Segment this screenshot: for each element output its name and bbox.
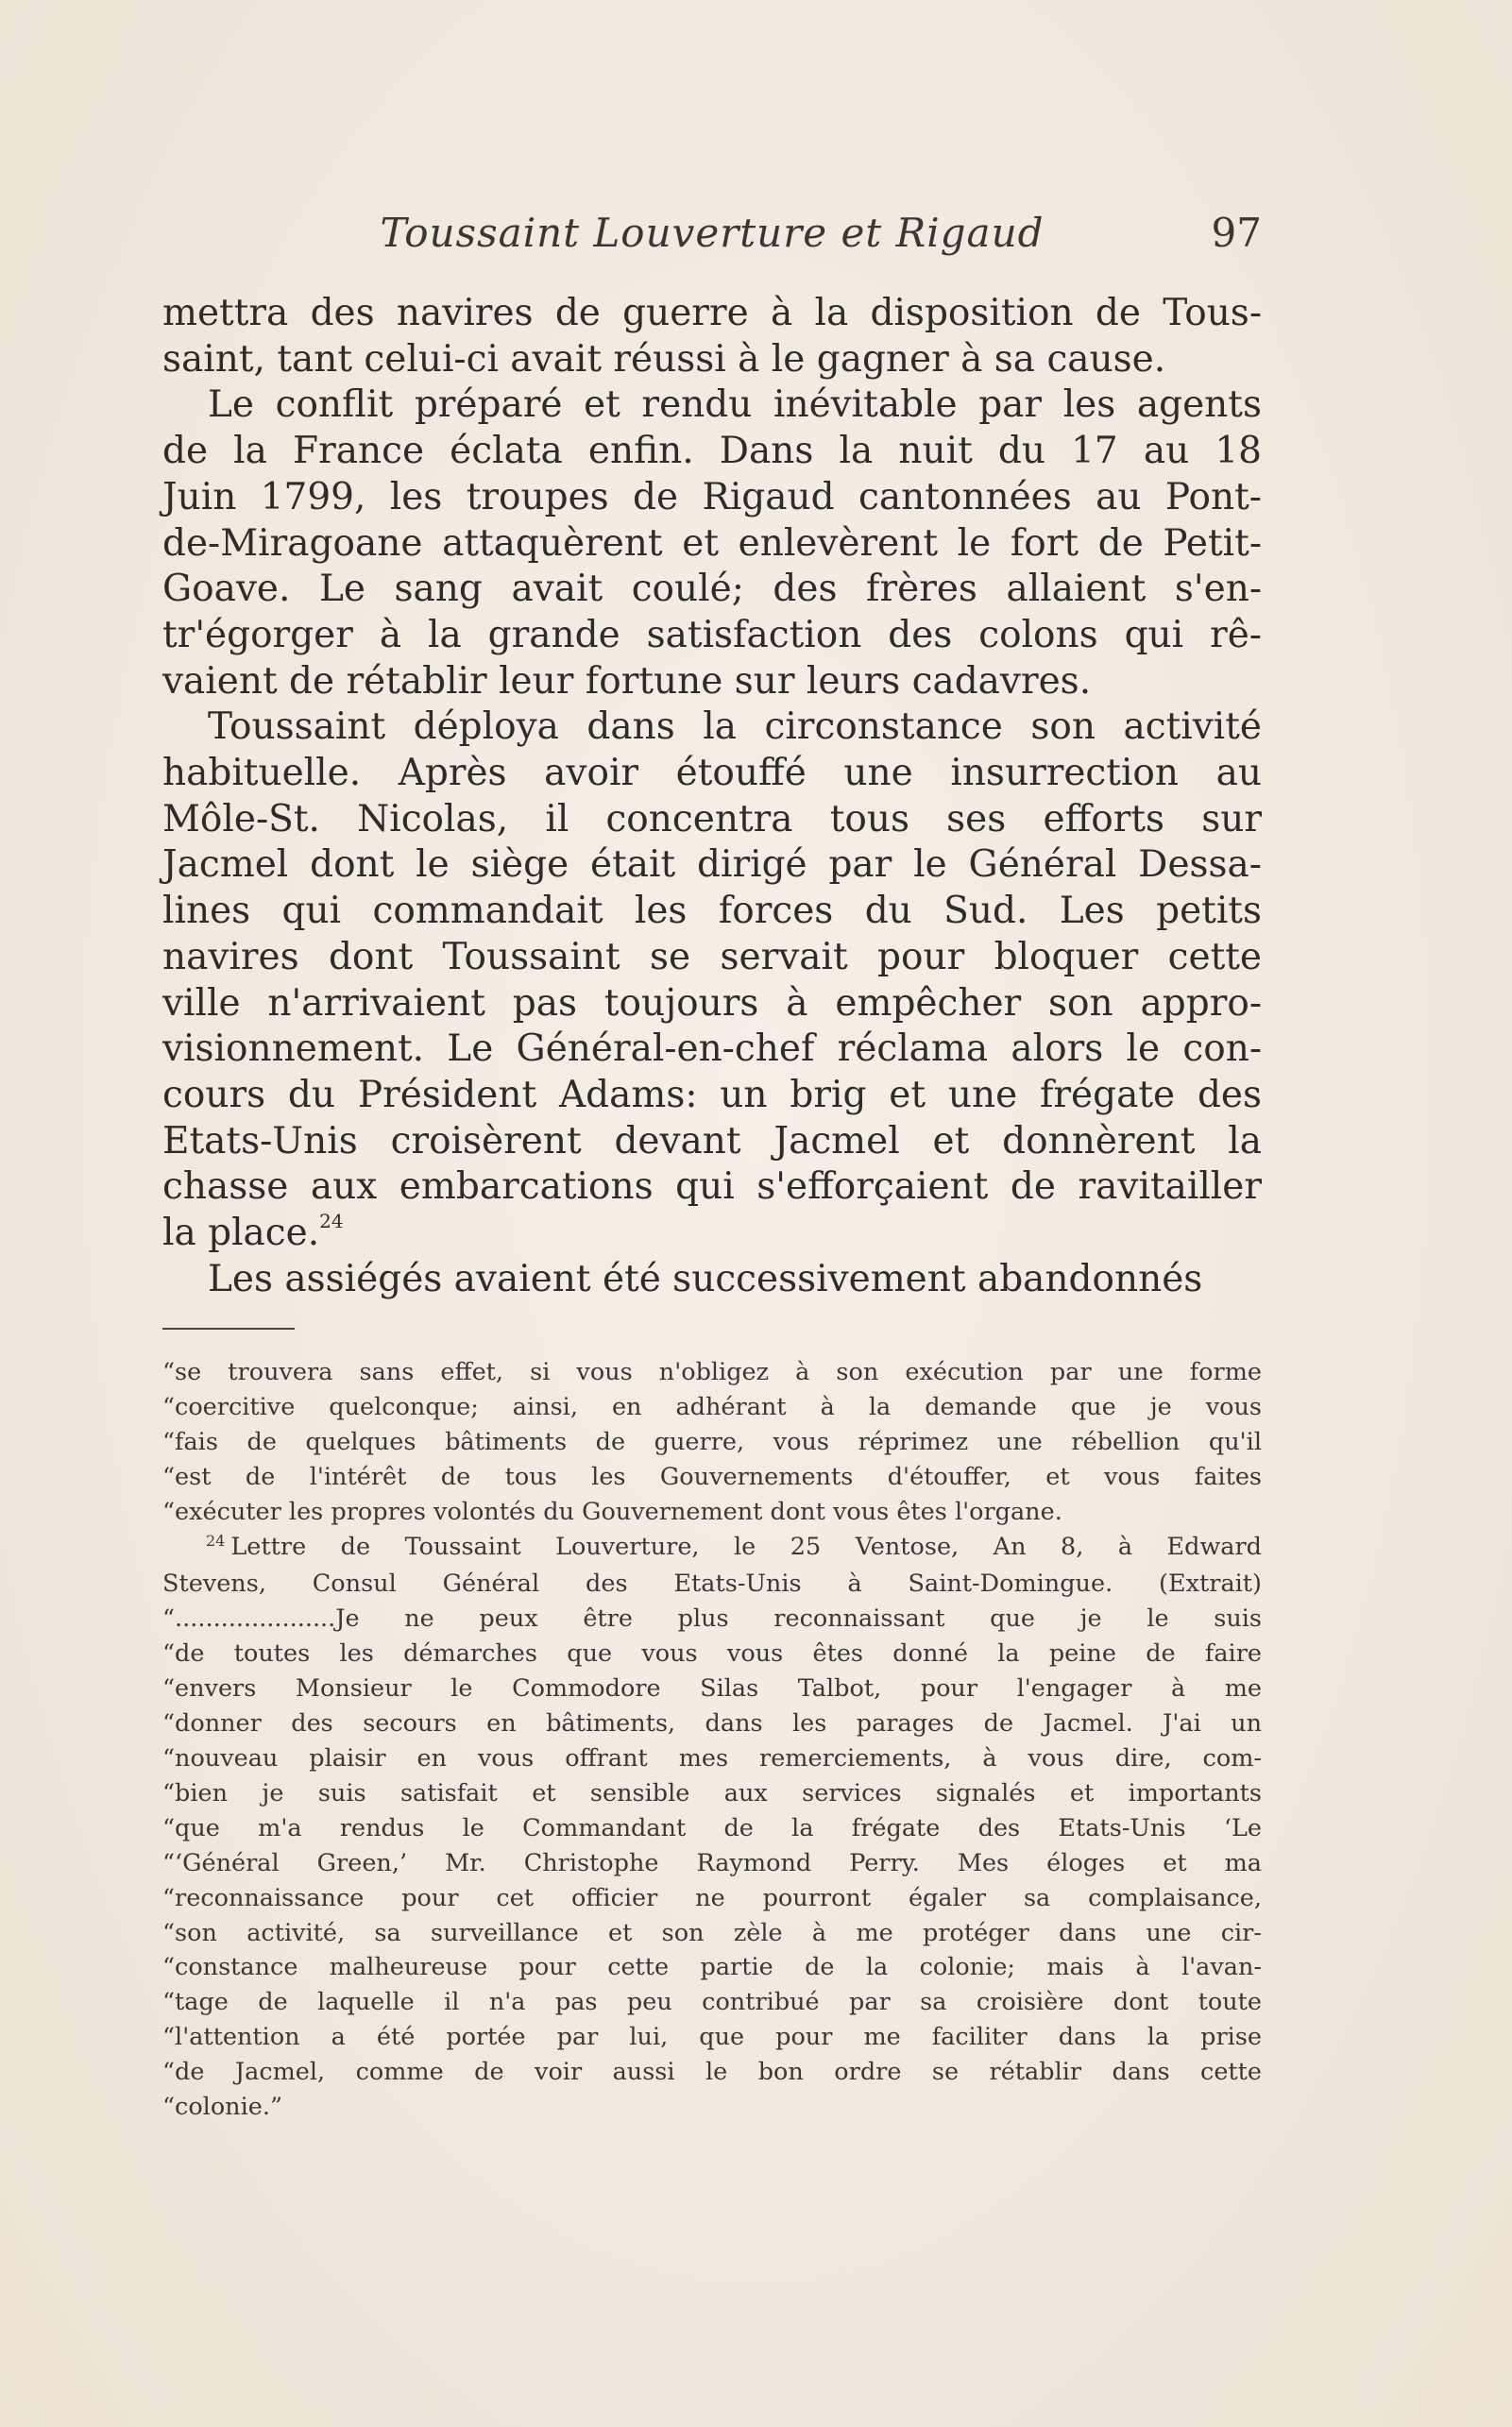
footnote-line: “exécuter les propres volontés du Gouvernement dont vous êtes l'organe. [162,1497,1062,1526]
footnote-line: “nouveau plaisir en vous offrant mes remerciements, à vous dire, com- [162,1743,1262,1773]
body-line: chasse aux embarcations qui s'efforçaient de ravitailler [162,1165,1262,1209]
body-line: navires dont Toussaint se servait pour bloquer cette [162,935,1262,978]
footnote-line: “tage de laquelle il n'a pas peu contribué par sa croisière dont toute [162,1988,1262,2017]
body-line: ville n'arrivaient pas toujours à empêcher son appro- [162,981,1262,1025]
body-line: Toussaint déploya dans la circonstance son activité [208,705,1262,749]
body-line: Le conflit préparé et rendu inévitable par les agents [208,383,1262,427]
footnote-line: “.....................Je ne peux être plus reconnaissant que je le suis [162,1604,1262,1634]
body-line: Môle-St. Nicolas, il concentra tous ses efforts sur [162,797,1262,840]
footnote-24-marker: 24 [206,1531,226,1550]
footnote-line: “bien je suis satisfait et sensible aux services signalés et importants [162,1778,1262,1808]
body-line: tr'égorger à la grande satisfaction des colons qui rê- [162,613,1262,656]
body-line: saint, tant celui-ci avait réussi à le gagner à sa cause. [162,337,1166,381]
running-title: Toussaint Louverture et Rigaud [380,210,1045,256]
body-line: vaient de rétablir leur fortune sur leurs cadavres. [162,659,1092,703]
body-line: de-Miragoane attaquèrent et enlevèrent le fort de Petit- [162,521,1262,565]
body-last-text: la place. [162,1212,320,1255]
body-line-last [162,1211,1262,1257]
body-line: cours du Président Adams: un brig et une frégate des [162,1073,1262,1116]
body-line: Goave. Le sang avait coulé; des frères allaient s'en- [162,568,1262,611]
footnote-line: “de Jacmel, comme de voir aussi le bon ordre se rétablir dans cette [162,2058,1262,2087]
footnote-line: “donner des secours en bâtiments, dans les parages de Jacmel. J'ai un [162,1709,1262,1739]
body-line: Juin 1799, les troupes de Rigaud cantonnées au Pont- [162,475,1262,518]
footnote-line: “fais de quelques bâtiments de guerre, vous réprimez une rébellion qu'il [162,1427,1262,1456]
footnote-line: “que m'a rendus le Commandant de la frégate des Etats-Unis ‘Le [162,1813,1262,1842]
footnotes [162,1355,1262,2125]
footnote-line: “‘Général Green,’ Mr. Christophe Raymond Perry. Mes éloges et ma [162,1848,1262,1877]
footnote-24-first-line [162,1530,1262,1568]
footnote-line: “coercitive quelconque; ainsi, en adhérant à la demande que je vous [162,1392,1262,1421]
footnote-line: “envers Monsieur le Commodore Silas Talbot, pour l'engager à me [162,1674,1262,1704]
body-line: Jacmel dont le siège était dirigé par le Général Dessa- [162,843,1262,887]
footnote-separator [162,1328,295,1330]
footnote-line: “se trouvera sans effet, si vous n'obligez à son exécution par une forme [162,1358,1262,1386]
footnote-line: Stevens, Consul Général des Etats-Unis à Saint-Domingue. (Extrait) [162,1570,1262,1599]
footnote-line: “de toutes les démarches que vous vous êtes donné la peine de faire [162,1639,1262,1669]
body-line: lines qui commandait les forces du Sud. Les petits [162,890,1262,933]
footnote-24-first-text: Lettre de Toussaint Louverture, le 25 Ventose, An 8, à Edward [230,1532,1262,1561]
body-line: Etats-Unis croisèrent devant Jacmel et donnèrent la [162,1119,1262,1163]
main-text [162,291,1262,1302]
body-line: mettra des navires de guerre à la disposition de Tous- [162,292,1262,334]
footnote-line: “colonie.” [162,2093,282,2122]
body-line: visionnement. Le Général-en-chef réclama alors le con- [162,1027,1262,1071]
body-line: Les assiégés avaient été successivement abandonnés [208,1257,1203,1300]
footnote-line: “constance malheureuse pour cette partie de la colonie; mais à l'avan- [162,1953,1262,1982]
footnote-line: “l'attention a été portée par lui, que pour me faciliter dans la prise [162,2023,1262,2052]
footnote-line: “reconnaissance pour cet officier ne pourront égaler sa complaisance, [162,1883,1262,1912]
page-number: 97 [1211,210,1262,256]
page-header [162,210,1262,266]
body-line: de la France éclata enfin. Dans la nuit du 17 au 18 [162,430,1262,473]
footnote-reference-24: 24 [319,1210,344,1233]
footnote-line: “est de l'intérêt de tous les Gouvernements d'étouffer, et vous faites [162,1462,1262,1491]
body-line: habituelle. Après avoir étouffé une insurrection au [162,752,1262,795]
footnote-line: “son activité, sa surveillance et son zèle à me protéger dans une cir- [162,1918,1262,1947]
